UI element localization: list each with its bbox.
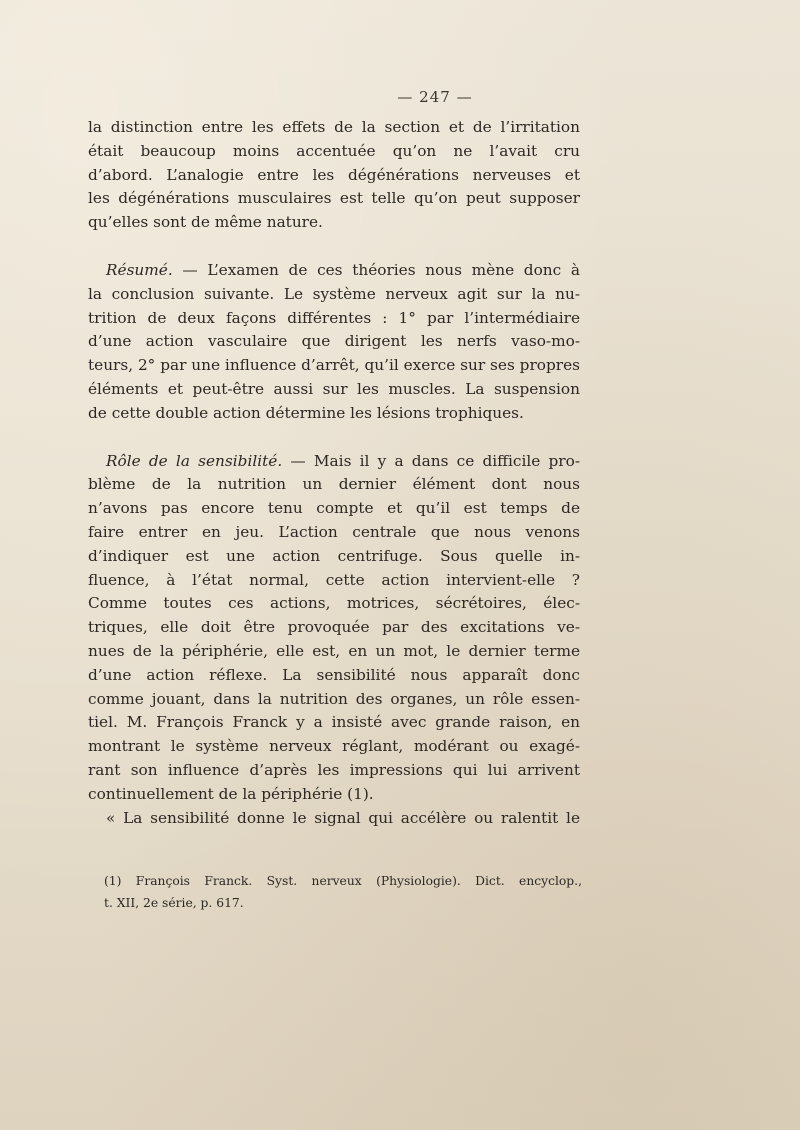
text-line: blème de la nutrition un dernier élément dont nous (88, 475, 580, 494)
text-line: de cette double action détermine les lésions trophiques. (88, 403, 524, 422)
text-line: nues de la périphérie, elle est, en un mot, le dernier terme (88, 641, 580, 660)
section-label-role-sensibilite: Rôle de la sensibilité. (106, 451, 283, 470)
paragraph-gap (88, 426, 580, 450)
text-line: Comme toutes ces actions, motrices, sécrétoires, élec- (88, 594, 580, 613)
text-line: fluence, à l’état normal, cette action intervient-elle ? (88, 570, 580, 589)
text-span: — L’examen de ces théories nous mène donc à (172, 260, 580, 279)
paragraph-gap (88, 235, 580, 259)
text-line (88, 450, 580, 474)
paragraph-quotation (88, 807, 580, 831)
text-line: teurs, 2° par une influence d’arrêt, qu’il exerce sur ses propres (88, 356, 580, 375)
text-line: faire entrer en jeu. L’action centrale que nous venons (88, 522, 580, 541)
page-number: — 247 — (397, 88, 473, 106)
text-span: — Mais il y a dans ce difficile pro- (282, 451, 580, 470)
paragraph-continuation (88, 116, 580, 235)
text-line: rant son influence d’après les impressions qui lui arrivent (88, 760, 580, 779)
section-label-resume: Résumé. (106, 260, 173, 279)
text-line (88, 259, 580, 283)
text-line: qu’elles sont de même nature. (88, 213, 323, 232)
footnote-line: (1) François Franck. Syst. nerveux (Physiologie). Dict. encyclop., (104, 874, 582, 888)
text-line: trition de deux façons différentes : 1° par l’intermédiaire (88, 308, 580, 327)
text-line: n’avons pas encore tenu compte et qu’il est temps de (88, 499, 580, 518)
text-line: était beaucoup moins accentuée qu’on ne l’avait cru (88, 141, 580, 160)
body-text (88, 116, 580, 830)
text-line: comme jouant, dans la nutrition des organes, un rôle essen- (88, 689, 580, 708)
text-line: la distinction entre les effets de la section et de l’irritation (88, 118, 580, 136)
text-line: d’abord. L’analogie entre les dégénérations nerveuses et (88, 165, 580, 184)
text-line: les dégénérations musculaires est telle qu’on peut supposer (88, 189, 580, 208)
text-line: « La sensibilité donne le signal qui accélère ou ralentit le (106, 808, 580, 827)
text-line: d’une action vasculaire que dirigent les nerfs vaso-mo- (88, 332, 580, 351)
text-line: montrant le système nerveux réglant, modérant ou exagé- (88, 737, 580, 756)
text-line: tiel. M. François Franck y a insisté avec grande raison, en (88, 713, 580, 732)
text-line: triques, elle doit être provoquée par des excitations ve- (88, 618, 580, 637)
footnotes (104, 870, 582, 914)
text-line: continuellement de la périphérie (1). (88, 784, 374, 803)
text-line: éléments et peut-être aussi sur les muscles. La suspension (88, 379, 580, 398)
paragraph-resume (88, 259, 580, 426)
text-line: d’indiquer est une action centrifuge. Sous quelle in- (88, 546, 580, 565)
paragraph-role-sensibilite (88, 450, 580, 807)
footnote-line: t. XII, 2e série, p. 617. (104, 896, 244, 910)
text-line: la conclusion suivante. Le système nerveux agit sur la nu- (88, 284, 580, 303)
text-line: d’une action réflexe. La sensibilité nous apparaît donc (88, 665, 580, 684)
